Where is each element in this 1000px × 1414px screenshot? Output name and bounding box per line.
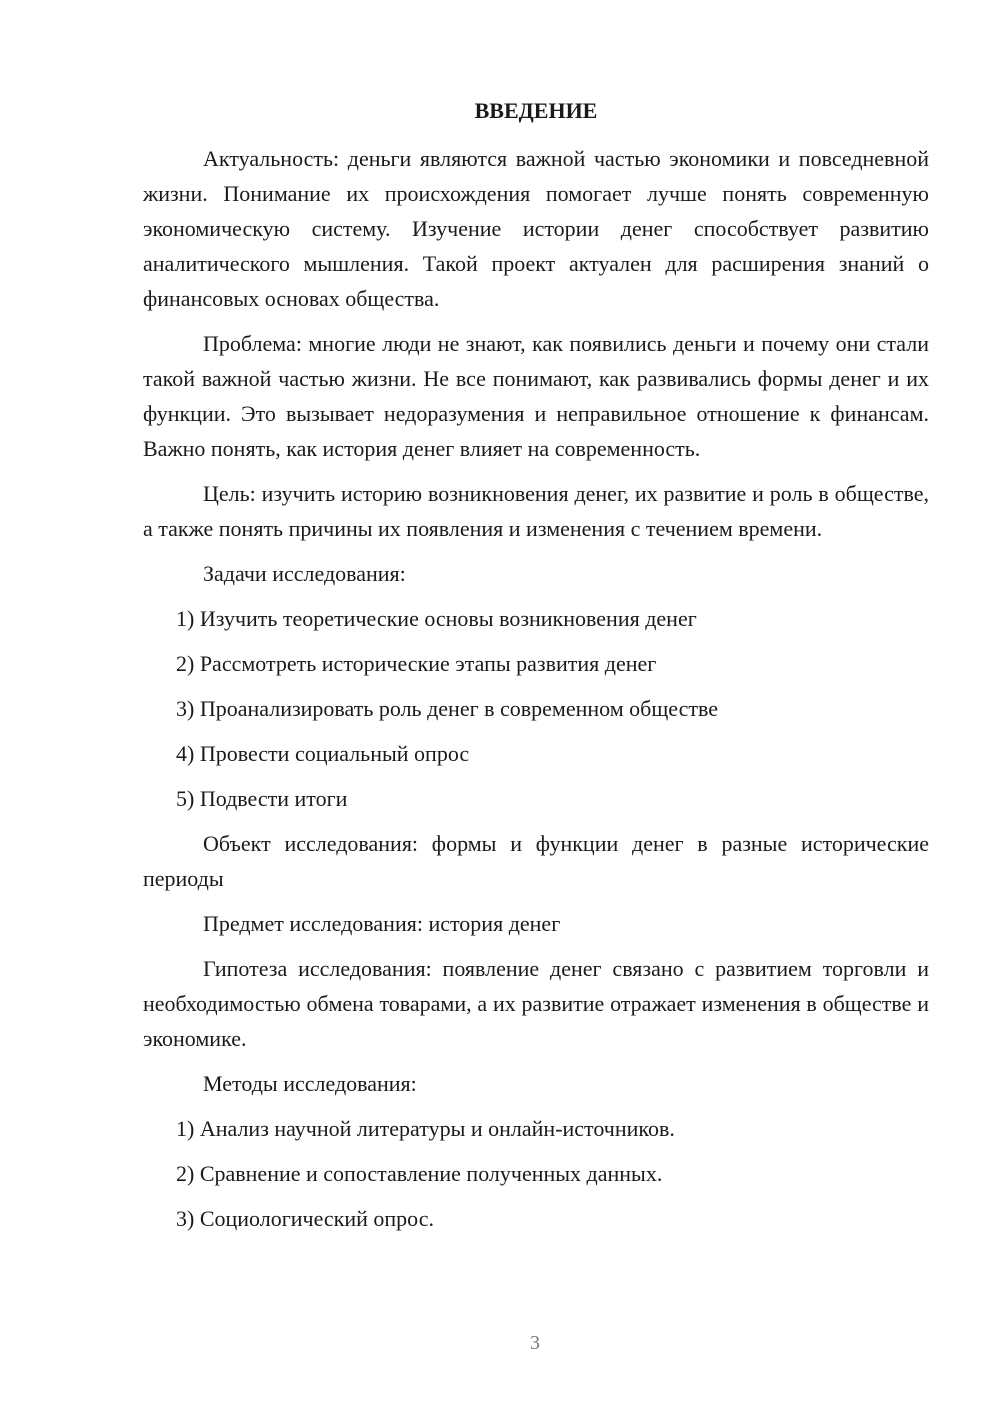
method-item-2: 2) Сравнение и сопоставление полученных данных. [176,1161,663,1186]
section-heading: ВВЕДЕНИЕ [474,98,598,123]
object-paragraph: Объект исследования: формы и функции денег в разные исторические периоды [143,831,929,891]
task-item-4: 4) Провести социальный опрос [176,741,470,766]
method-item-3: 3) Социологический опрос. [176,1206,434,1231]
task-item-1: 1) Изучить теоретические основы возникновения денег [176,606,697,631]
methods-heading: Методы исследования: [203,1071,417,1096]
tasks-heading: Задачи исследования: [203,561,406,586]
task-item-5: 5) Подвести итоги [176,786,348,811]
hypothesis-paragraph: Гипотеза исследования: появление денег связано с развитием торговли и необходимостью обмена товарами, а их развитие отражает изменения в обществе и экономике. [143,956,929,1051]
task-item-3: 3) Проанализировать роль денег в современном обществе [176,696,718,721]
method-item-1: 1) Анализ научной литературы и онлайн-источников. [176,1116,675,1141]
document-page [143,96,929,1246]
subject-paragraph: Предмет исследования: история денег [203,911,561,936]
relevance-paragraph: Актуальность: деньги являются важной частью экономики и повседневной жизни. Понимание их происхождения помогает лучше понять современную экономическую систему. Изучение истории денег способствует развитию аналитического мышления. Такой проект актуален для расширения знаний о финансовых основах общества. [143,146,929,311]
task-item-2: 2) Рассмотреть исторические этапы развития денег [176,651,657,676]
goal-paragraph: Цель: изучить историю возникновения денег, их развитие и роль в обществе, а также понять причины их появления и изменения с течением времени. [143,481,929,541]
page-number: 3 [530,1332,540,1354]
problem-paragraph: Проблема: многие люди не знают, как появились деньги и почему они стали такой важной частью жизни. Не все понимают, как развивались формы денег и их функции. Это вызывает недоразумения и неправильное отношение к финансам. Важно понять, как история денег влияет на современность. [143,331,929,461]
